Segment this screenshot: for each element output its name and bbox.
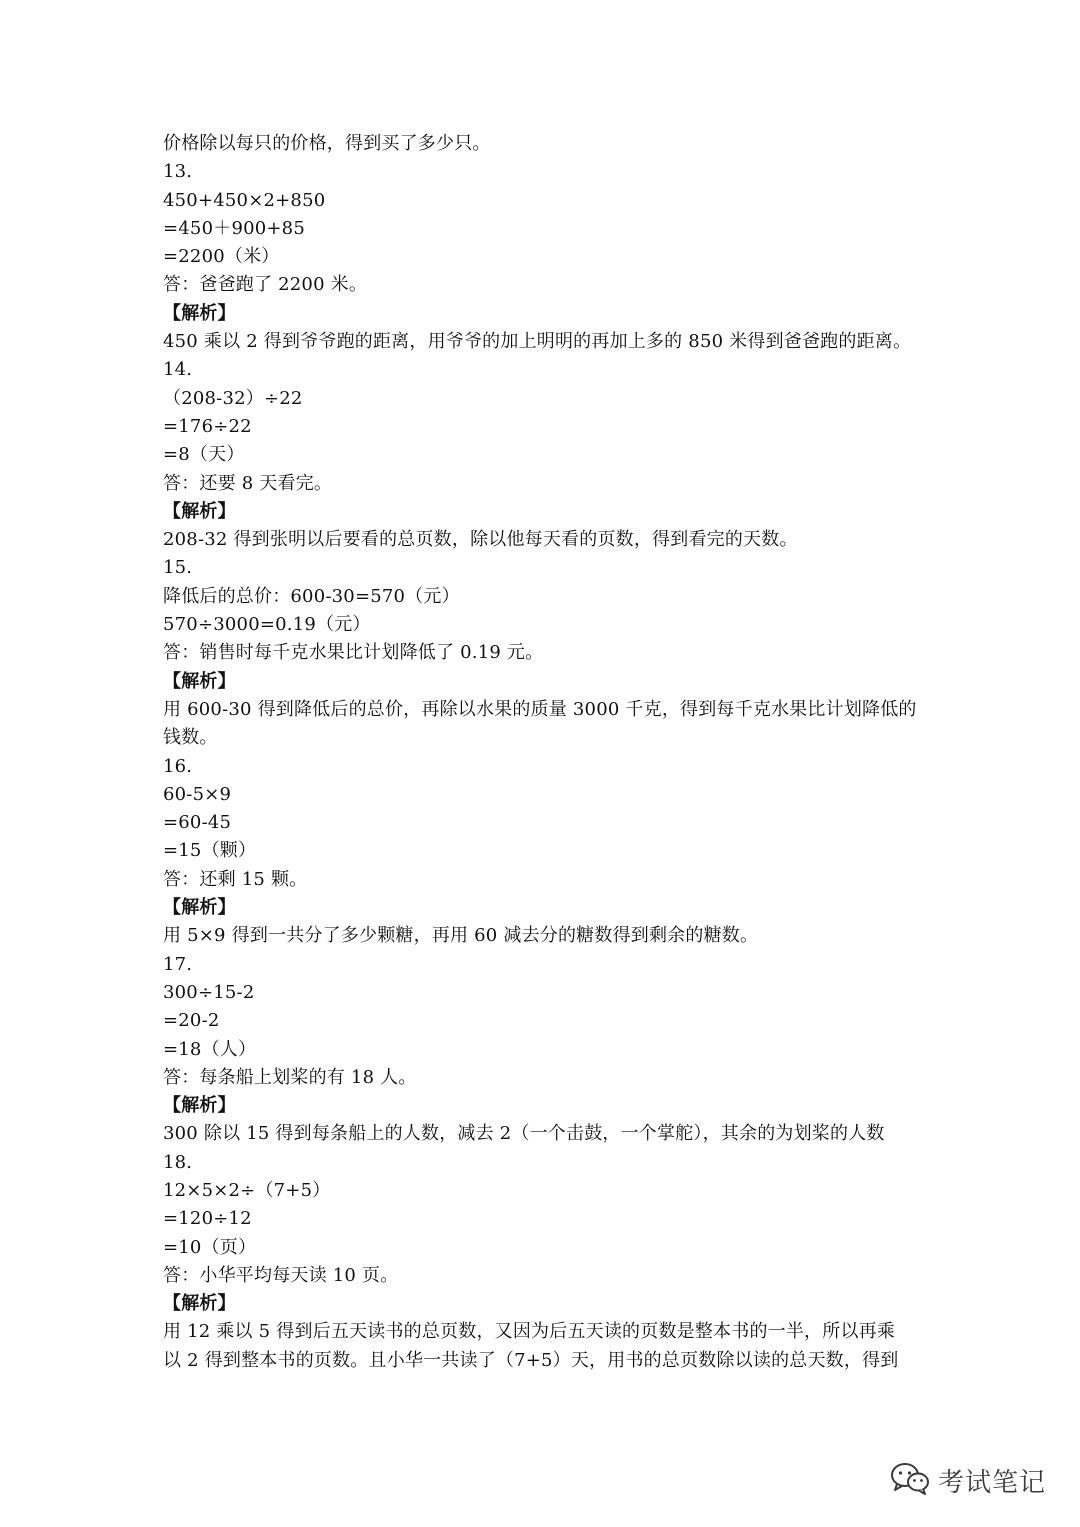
equation-line: 降低后的总价：600-30=570（元） (163, 585, 460, 607)
equation-line: （208-32）÷22 (163, 387, 303, 409)
equation-line: =60-45 (163, 812, 232, 834)
analysis-text: 用 5×9 得到一共分了多少颗糖，再用 60 减去分的糖数得到剩余的糖数。 (163, 925, 759, 947)
question-number: 15. (163, 557, 193, 579)
answer-line: 答：爸爸跑了 2200 米。 (163, 274, 368, 296)
equation-line: 570÷3000=0.19（元） (163, 614, 371, 636)
question-number: 17. (163, 953, 193, 975)
equation-result: =8（天） (163, 444, 245, 466)
answer-line: 答：小华平均每天读 10 页。 (163, 1264, 399, 1286)
analysis-heading: 【解析】 (163, 1293, 236, 1315)
analysis-heading: 【解析】 (163, 670, 236, 692)
analysis-text: 钱数。 (163, 727, 218, 749)
equation-line: =20-2 (163, 1010, 220, 1032)
equation-result: =2200（米） (163, 246, 280, 268)
question-number: 16. (163, 755, 193, 777)
analysis-text: 用 12 乘以 5 得到后五天读书的总页数，又因为后五天读的页数是整本书的一半，所以再乘 (163, 1321, 896, 1343)
equation-result: =10（页） (163, 1236, 257, 1258)
analysis-text: 300 除以 15 得到每条船上的人数，减去 2（一个击鼓，一个掌舵），其余的为划桨的人数 (163, 1123, 885, 1145)
equation-line: 450+450×2+850 (163, 189, 326, 211)
wechat-icon (890, 1461, 930, 1499)
equation-result: =15（颗） (163, 840, 257, 862)
answer-line: 答：销售时每千克水果比计划降低了 0.19 元。 (163, 642, 544, 664)
analysis-heading: 【解析】 (163, 302, 236, 324)
equation-line: =120÷12 (163, 1208, 252, 1230)
question-number: 18. (163, 1151, 193, 1173)
analysis-heading: 【解析】 (163, 897, 236, 919)
analysis-text: 以 2 得到整本书的页数。且小华一共读了（7+5）天，用书的总页数除以读的总天数，得到 (163, 1349, 899, 1371)
answer-line: 答：还剩 15 颗。 (163, 868, 308, 890)
equation-line: =450＋900+85 (163, 217, 305, 239)
text-line: 价格除以每只的价格，得到买了多少只。 (163, 133, 491, 154)
watermark-text: 考试笔记 (937, 1467, 1046, 1498)
equation-result: =18（人） (163, 1038, 257, 1060)
equation-line: 60-5×9 (163, 783, 232, 805)
analysis-heading: 【解析】 (163, 500, 236, 522)
question-number: 13. (163, 161, 193, 183)
equation-line: =176÷22 (163, 415, 252, 437)
equation-line: 12×5×2÷（7+5） (163, 1179, 331, 1201)
analysis-text: 208-32 得到张明以后要看的总页数，除以他每天看的页数，得到看完的天数。 (163, 529, 798, 551)
answer-line: 答：还要 8 天看完。 (163, 472, 333, 494)
analysis-heading: 【解析】 (163, 1095, 236, 1117)
answer-line: 答：每条船上划桨的有 18 人。 (163, 1066, 417, 1088)
equation-line: 300÷15-2 (163, 981, 255, 1003)
analysis-text: 450 乘以 2 得到爷爷跑的距离，用爷爷的加上明明的再加上多的 850 米得到爸爸跑的距离。 (163, 331, 912, 353)
watermark (890, 1461, 1046, 1499)
analysis-text: 用 600-30 得到降低后的总价，再除以水果的质量 3000 千克，得到每千克水果比计划降低的 (163, 698, 917, 720)
document-body (163, 130, 943, 1375)
question-number: 14. (163, 359, 193, 381)
